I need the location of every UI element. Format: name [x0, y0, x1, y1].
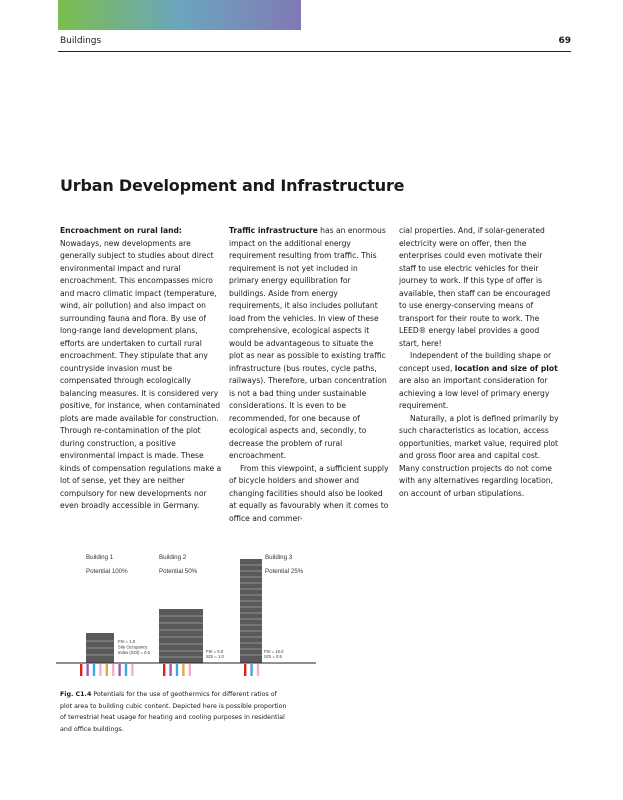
paragraph [229, 225, 389, 463]
paragraph [60, 225, 222, 513]
building-1-soi-label: Site Occupancy [118, 644, 148, 650]
geothermal-probe [80, 664, 82, 676]
lead-term: Traffic infrastructure [229, 226, 318, 235]
text-column-3 [399, 225, 560, 500]
paragraph: From this viewpoint, a sufficient supply of bicycle holders and shower and changing facilities should also be looked at equally as favourably when it comes to office and commer- [229, 463, 389, 523]
geothermal-probe [189, 664, 191, 676]
lead-term: Encroachment on rural land: [60, 226, 182, 235]
geothermal-probe [169, 664, 171, 676]
geothermal-probe [125, 664, 127, 676]
building-1-potential: Potential 100% [86, 568, 128, 575]
building-2-soi: SOI = 1.0 [206, 654, 224, 659]
figure-label: Fig. C1.4 [60, 691, 92, 698]
page-number: 69 [558, 36, 571, 46]
geothermal-probe [112, 664, 114, 676]
header-color-band [58, 0, 301, 30]
building-2-fsi: FSI = 5.0 [206, 649, 224, 654]
geothermal-probe [163, 664, 165, 676]
geothermal-probe [250, 664, 252, 676]
figure-caption [60, 689, 290, 735]
paragraph [399, 350, 560, 413]
building-3-name: Building 3 [265, 554, 293, 561]
caption-text: Potentials for the use of geothermics for different ratios of plot area to building cubic content. Depicted here is possible proportion of terrestrial heat usage for heating and cooling purposes in residential and office buildings. [60, 691, 287, 733]
building-1-name: Building 1 [86, 554, 114, 561]
paragraph-text: has an enormous impact on the additional energy requirement resulting from traffic. This requirement is not yet included in primary energy equilibration for buildings. Aside from energy requirements, it also includes pollutant load from the vehicles. In view of these comprehensive, ecological aspects it would be advantageous to situate the plot as near as possible to existing traffic infrastructure (bus routes, cycle paths, railways). Therefore, urban concentration is not a bad thing under sustainable considerations. It is even to be recommended, for one because of ecological aspects and, secondly, to decrease the problem of rural encroachment. [229, 226, 387, 460]
building-3-fsi: FSI = 10.0 [264, 649, 284, 654]
geothermal-probe [182, 664, 184, 676]
geothermal-probe [131, 664, 133, 676]
geothermal-probes [80, 664, 259, 676]
geothermal-probe [93, 664, 95, 676]
building-1-soi: Index (SOI) = 0.5 [118, 650, 151, 655]
text-column-1 [60, 225, 222, 513]
building-2-name: Building 2 [159, 554, 187, 561]
geothermal-probe [86, 664, 88, 676]
building-2-potential: Potential 50% [159, 568, 198, 575]
geothermal-probe [244, 664, 246, 676]
building-1-fsi: FSI = 1.0 [118, 639, 136, 644]
paragraph-text: Nowadays, new developments are generally subject to studies about direct environmental impact and rural encroachment. This encompasses micro and macro climatic impact (temperature, wind, air pollution) and also impact on surrounding fauna and flora. By use of long-range land development plans, efforts are undertaken to curtail rural encroachment. They stipulate that any countryside invasion must be compensated through ecologically balancing measures. It is considered very positive, for instance, when contaminated plots are made available for construction. Through re-contamination of the plot during construction, a positive environmental impact is made. These kinds of compensation regulations make a lot of sense, yet they are neither compulsory for new developments nor even broadly accessible in Germany. [60, 238, 222, 510]
header-rule [58, 51, 571, 52]
geothermal-probe [257, 664, 259, 676]
building-3-soi: SOI = 0.5 [264, 654, 282, 659]
running-header [60, 36, 571, 50]
geothermal-potential-figure [56, 550, 316, 680]
paragraph: cial properties. And, if solar-generated electricity were on offer, then the enterprises could even motivate their staff to use electric vehicles for their journey to work. If this type of offer is available, then staff can be encouraged to use energy-conserving means of transport for their route to work. The LEED® energy label provides a good start, here! [399, 226, 551, 348]
section-name: Buildings [60, 36, 102, 46]
geothermal-probe [176, 664, 178, 676]
geothermal-probe [106, 664, 108, 676]
paragraph: Naturally, a plot is defined primarily by such characteristics as location, access opportunities, market value, required plot and gross floor area and capital cost. Many construction projects do not come with any alternatives regarding location, on account of urban stipulations. [399, 413, 559, 498]
building-3 [240, 559, 262, 663]
emphasis: location and size of plot [454, 363, 558, 373]
geothermal-probe [99, 664, 101, 676]
geothermal-probe [118, 664, 120, 676]
building-3-potential: Potential 25% [265, 568, 304, 575]
page-title: Urban Development and Infrastructure [60, 176, 405, 195]
paragraph-text: Independent of the building shape or concept used, [399, 351, 552, 373]
text-column-2 [229, 225, 389, 525]
paragraph-text: are also an important consideration for achieving a low level of primary energy requirement. [399, 376, 550, 410]
building-2 [159, 609, 203, 663]
